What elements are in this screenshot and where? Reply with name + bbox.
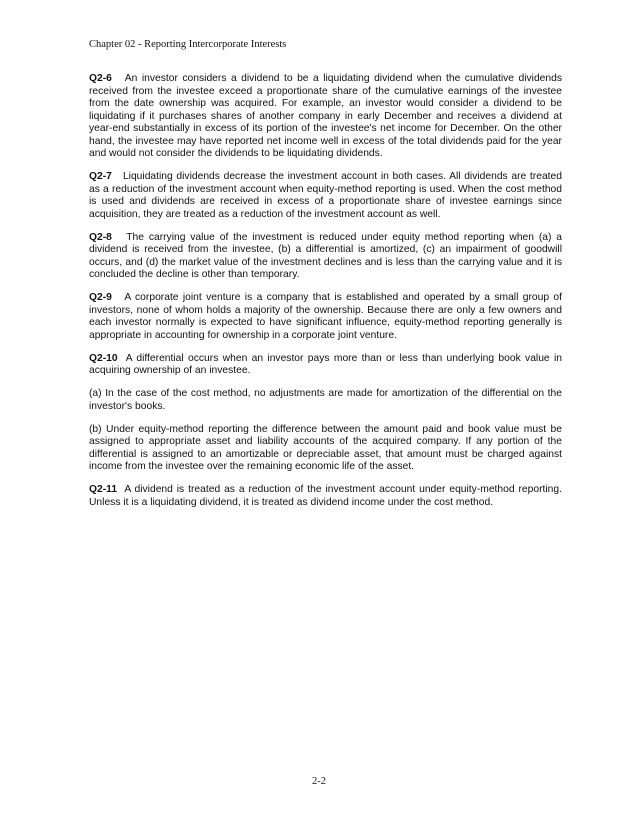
question-id: Q2-6 [89, 73, 112, 84]
paragraph-text: A dividend is treated as a reduction of the investment account under equity-method reporting. Unless it is a liquidating dividend, it is treated as dividend income under the cost method. [89, 484, 562, 508]
paragraph-text: A differential occurs when an investor pays more than or less than underlying book value in acquiring ownership of an investee. [89, 352, 563, 376]
page-number: 2-2 [312, 776, 326, 787]
paragraph-q2-10 [89, 353, 562, 378]
paragraph-q2-7 [89, 171, 562, 221]
paragraph-q2-6 [89, 73, 562, 161]
chapter-header: Chapter 02 - Reporting Intercorporate Interests [89, 39, 287, 50]
paragraph-q2-11 [89, 484, 562, 509]
document-body [89, 73, 562, 520]
paragraph-q2-8 [89, 232, 562, 282]
paragraph-q2-9 [89, 292, 562, 342]
paragraph-text: Liquidating dividends decrease the investment account in both cases. All dividends are treated as a reduction of the investment account when equity-method reporting is used. When the cost method is used and dividends are received in excess of a proportionate share of investee earnings since acquisition, they are treated as a reduction of the investment account as well. [89, 171, 562, 220]
paragraph-text: A corporate joint venture is a company that is established and operated by a small group of investors, none of whom holds a majority of the ownership. Because there are only a few owners and each investor normally is expected to have significant influence, equity-method reporting generally is appropriate in accounting for ownership in a corporate joint venture. [89, 292, 563, 341]
paragraph-text: The carrying value of the investment is reduced under equity method reporting when (a) a dividend is received from the investee, (b) a differential is amortized, (c) an impairment of goodwill occurs, and (d) the market value of the investment declines and is less than the carrying value and it is concluded the decline is other than temporary. [89, 231, 562, 280]
paragraph-q2-10-b [89, 424, 562, 474]
question-id: Q2-9 [89, 292, 112, 303]
question-id: Q2-8 [89, 231, 112, 243]
question-id: Q2-7 [89, 171, 112, 182]
question-id: Q2-10 [89, 352, 118, 364]
paragraph-text: An investor considers a dividend to be a liquidating dividend when the cumulative dividends received from the investee exceed a proportionate share of the cumulative earnings of the investee from the date ownership was acquired. For example, an investor would consider a dividend to be liquidating if it purchases shares of another company in early December and receives a dividend at year-end substantially in excess of its portion of the investee's net income for December. On the other hand, the investee may have reported net income well in excess of the total dividends paid for the year and would not consider the dividends to be liquidating dividends. [89, 73, 563, 159]
paragraph-text: (a) In the case of the cost method, no adjustments are made for amortization of the differential on the investor's books. [89, 388, 562, 412]
question-id: Q2-11 [89, 484, 118, 495]
paragraph-q2-10-a [89, 388, 562, 413]
paragraph-text: (b) Under equity-method reporting the difference between the amount paid and book value must be assigned to appropriate asset and liability accounts of the acquired company. If any portion of the differential is assigned to an amortizable or depreciable asset, that amount must be charged against income from the investee over the remaining economic life of the asset. [89, 423, 562, 472]
